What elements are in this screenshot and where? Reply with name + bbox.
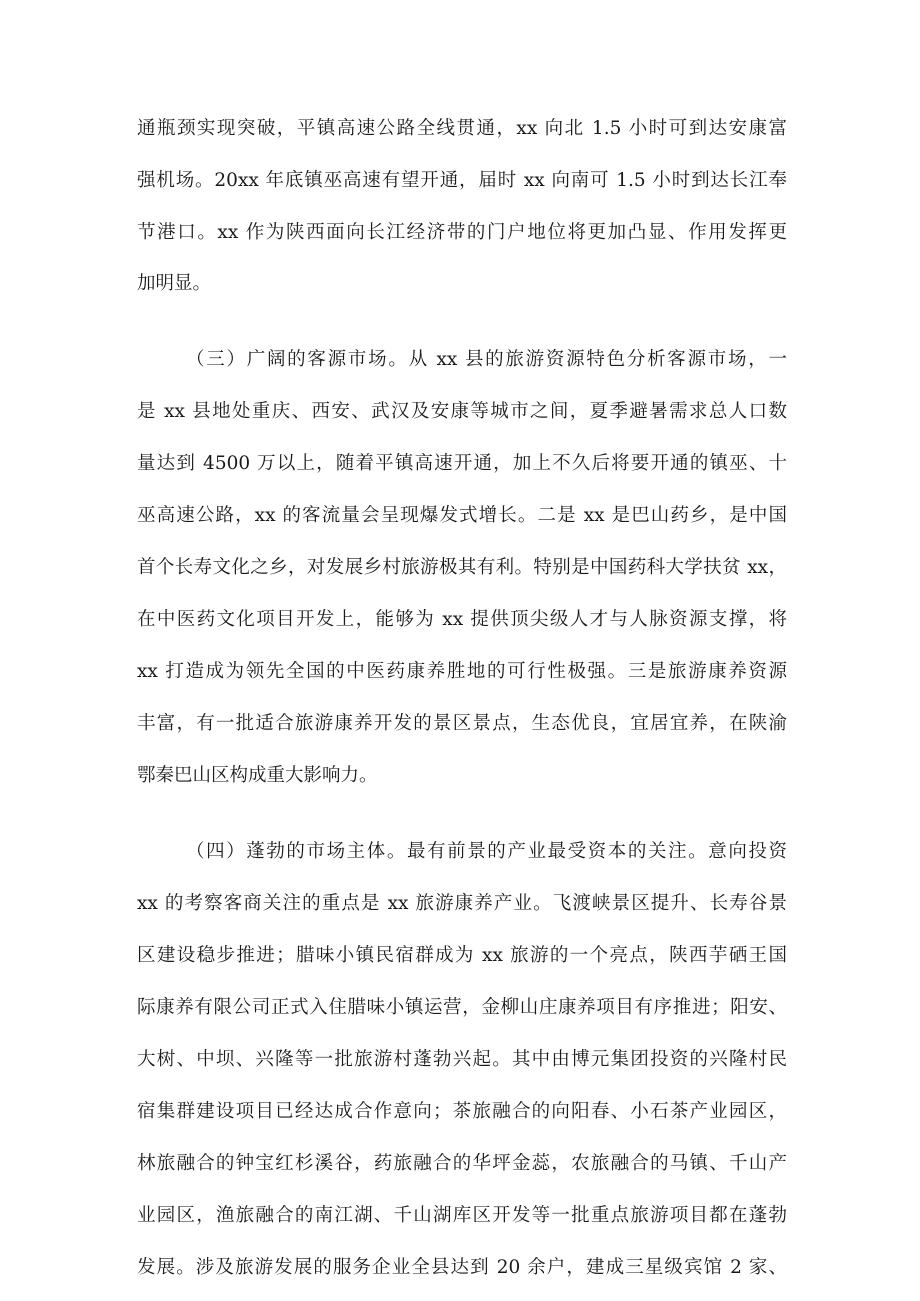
- paragraph-line: 巫高速公路，xx 的客流量会呈现爆发式增长。二是 xx 是巴山药乡，是中国: [137, 505, 787, 526]
- paragraph-line: 区建设稳步推进；腊味小镇民宿群成为 xx 旅游的一个亮点，陕西芋硒王国: [137, 945, 787, 966]
- paragraph-line: 宿集群建设项目已经达成合作意向；茶旅融合的向阳春、小石茶产业园区，: [137, 1101, 787, 1122]
- paragraph-line: 加明显。: [137, 273, 212, 294]
- paragraph-line: 鄂秦巴山区构成重大影响力。: [137, 765, 378, 786]
- paragraph-line: 林旅融合的钟宝红杉溪谷，药旅融合的华坪金蕊，农旅融合的马镇、千山产: [137, 1153, 787, 1174]
- paragraph-line: （三）广阔的客源市场。从 xx 县的旅游资源特色分析客源市场，一: [186, 349, 787, 370]
- paragraph-line: 际康养有限公司正式入住腊味小镇运营，金柳山庄康养项目有序推进；阳安、: [137, 997, 787, 1018]
- paragraph-line: 是 xx 县地处重庆、西安、武汉及安康等城市之间，夏季避暑需求总人口数: [137, 401, 787, 422]
- paragraph-line: 节港口。xx 作为陕西面向长江经济带的门户地位将更加凸显、作用发挥更: [137, 222, 787, 243]
- paragraph-line: xx 的考察客商关注的重点是 xx 旅游康养产业。飞渡峡景区提升、长寿谷景: [137, 893, 787, 914]
- paragraph-line: 丰富，有一批适合旅游康养开发的景区景点，生态优良，宜居宜养，在陕渝: [137, 713, 787, 734]
- paragraph-line: 强机场。20xx 年底镇巫高速有望开通，届时 xx 向南可 1.5 小时到达长江奉: [137, 170, 787, 191]
- paragraph-line: 大树、中坝、兴隆等一批旅游村蓬勃兴起。其中由博元集团投资的兴隆村民: [137, 1049, 787, 1070]
- paragraph-line: xx 打造成为领先全国的中医药康养胜地的可行性极强。三是旅游康养资源: [137, 661, 787, 682]
- paragraph-line: 通瓶颈实现突破，平镇高速公路全线贯通，xx 向北 1.5 小时可到达安康富: [137, 118, 787, 139]
- paragraph-line: （四）蓬勃的市场主体。最有前景的产业最受资本的关注。意向投资: [186, 841, 787, 862]
- paragraph-line: 量达到 4500 万以上，随着平镇高速开通，加上不久后将要开通的镇巫、十: [137, 453, 787, 474]
- paragraph-line: 首个长寿文化之乡，对发展乡村旅游极其有利。特别是中国药科大学扶贫 xx，: [137, 557, 787, 578]
- paragraph-line: 业园区，渔旅融合的南江湖、千山湖库区开发等一批重点旅游项目都在蓬勃: [137, 1205, 787, 1226]
- paragraph-line: 发展。涉及旅游发展的服务企业全县达到 20 余户，建成三星级宾馆 2 家、: [137, 1257, 787, 1278]
- paragraph-line: 在中医药文化项目开发上，能够为 xx 提供顶尖级人才与人脉资源支撑，将: [137, 609, 787, 630]
